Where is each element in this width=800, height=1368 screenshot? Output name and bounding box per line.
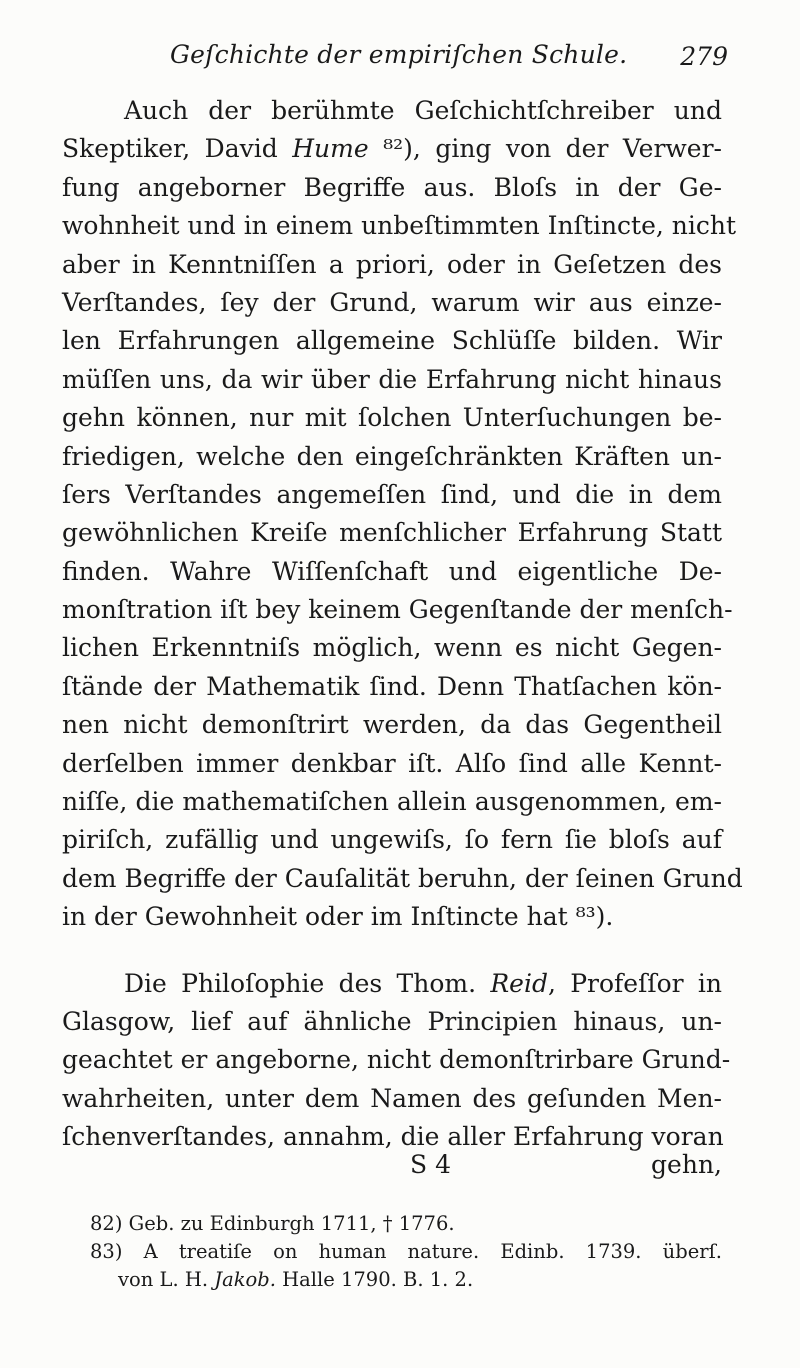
footnote-83-continued: von L. H. Jakob. Halle 1790. B. 1. 2. <box>118 1268 474 1291</box>
catchword: gehn, <box>651 1150 722 1179</box>
paragraph-gap <box>62 937 722 965</box>
text-line: geachtet er angeborne, nicht demonſtrirbare Grund- <box>62 1045 731 1075</box>
text-line: finden. Wahre Wiſſenſchaft und eigentliche De- <box>62 556 722 586</box>
text-line: ſers Verſtandes angemeſſen ſind, und die in dem <box>62 479 722 509</box>
text-line: lichen Erkenntniſs möglich, wenn es nicht Gegen- <box>62 633 722 663</box>
text-line: nen nicht demonſtrirt werden, da das Gegentheil <box>62 710 722 740</box>
page-number: 279 <box>680 42 728 71</box>
signature-mark: S 4 <box>410 1150 451 1179</box>
text-italic: Hume <box>292 134 369 164</box>
paragraph-reid <box>62 965 731 1157</box>
text-italic: Reid <box>490 968 548 998</box>
footnote-83: 83) A treatiſe on human nature. Edinb. 1739. überſ. <box>90 1240 722 1263</box>
text-line: müſſen uns, da wir über die Erfahrung nicht hinaus <box>62 364 722 394</box>
running-title: Geſchichte der empiriſchen Schule. <box>170 40 628 69</box>
text-line: derſelben immer denkbar iſt. Alſo ſind alle Kennt- <box>62 748 722 778</box>
text-line: wohnheit und in einem unbeſtimmten Inſtincte, nicht <box>62 211 737 241</box>
text-line: fung angeborner Begriffe aus. Bloſs in der Ge- <box>62 172 722 202</box>
text-line: wahrheiten, unter dem Namen des geſunden Men- <box>62 1083 722 1113</box>
text-line: gewöhnlichen Kreiſe menſchlicher Erfahrung Statt <box>62 518 722 548</box>
text-line: Skeptiker, David Hume ⁸²), ging von der Verwer- <box>62 134 722 164</box>
main-text <box>62 92 743 1157</box>
text-line: Glasgow, lief auf ähnliche Principien hinaus, un- <box>62 1006 722 1036</box>
footnotes <box>90 1210 722 1294</box>
page-header <box>60 40 728 80</box>
text-line: Auch der berühmte Geſchichtſchreiber und <box>124 96 722 125</box>
text-line: dem Begriffe der Cauſalität beruhn, der ſeinen Grund <box>62 863 743 893</box>
paragraph-hume <box>62 92 743 937</box>
text-line: gehn können, nur mit ſolchen Unterſuchungen be- <box>62 403 722 433</box>
text-line: piriſch, zufällig und ungewiſs, ſo fern ſie bloſs auf <box>62 825 722 855</box>
text-italic: Jakob. <box>214 1268 276 1291</box>
text-line: ſchenverſtandes, annahm, die aller Erfahrung voran <box>62 1122 724 1152</box>
text-line: len Erfahrungen allgemeine Schlüſſe bilden. Wir <box>62 326 722 356</box>
footnote-82: 82) Geb. zu Edinburgh 1711, † 1776. <box>90 1212 455 1235</box>
text-line: Verſtandes, ſey der Grund, warum wir aus einze- <box>62 287 722 317</box>
text-line: aber in Kenntniſſen a priori, oder in Geſetzen des <box>62 249 722 279</box>
text-line: Die Philoſophie des Thom. Reid, Profeſſor in <box>124 968 722 998</box>
text-line: niſſe, die mathematiſchen allein ausgenommen, em- <box>62 787 722 817</box>
text-line: ſtände der Mathematik ſind. Denn Thatſachen kön- <box>62 671 722 701</box>
text-line: friedigen, welche den eingeſchränkten Kräften un- <box>62 441 722 471</box>
text-line: in der Gewohnheit oder im Inſtincte hat ⁸³). <box>62 902 614 932</box>
text-line: monſtration iſt bey keinem Gegenſtande der menſch- <box>62 595 733 625</box>
signature-line <box>62 1150 722 1186</box>
